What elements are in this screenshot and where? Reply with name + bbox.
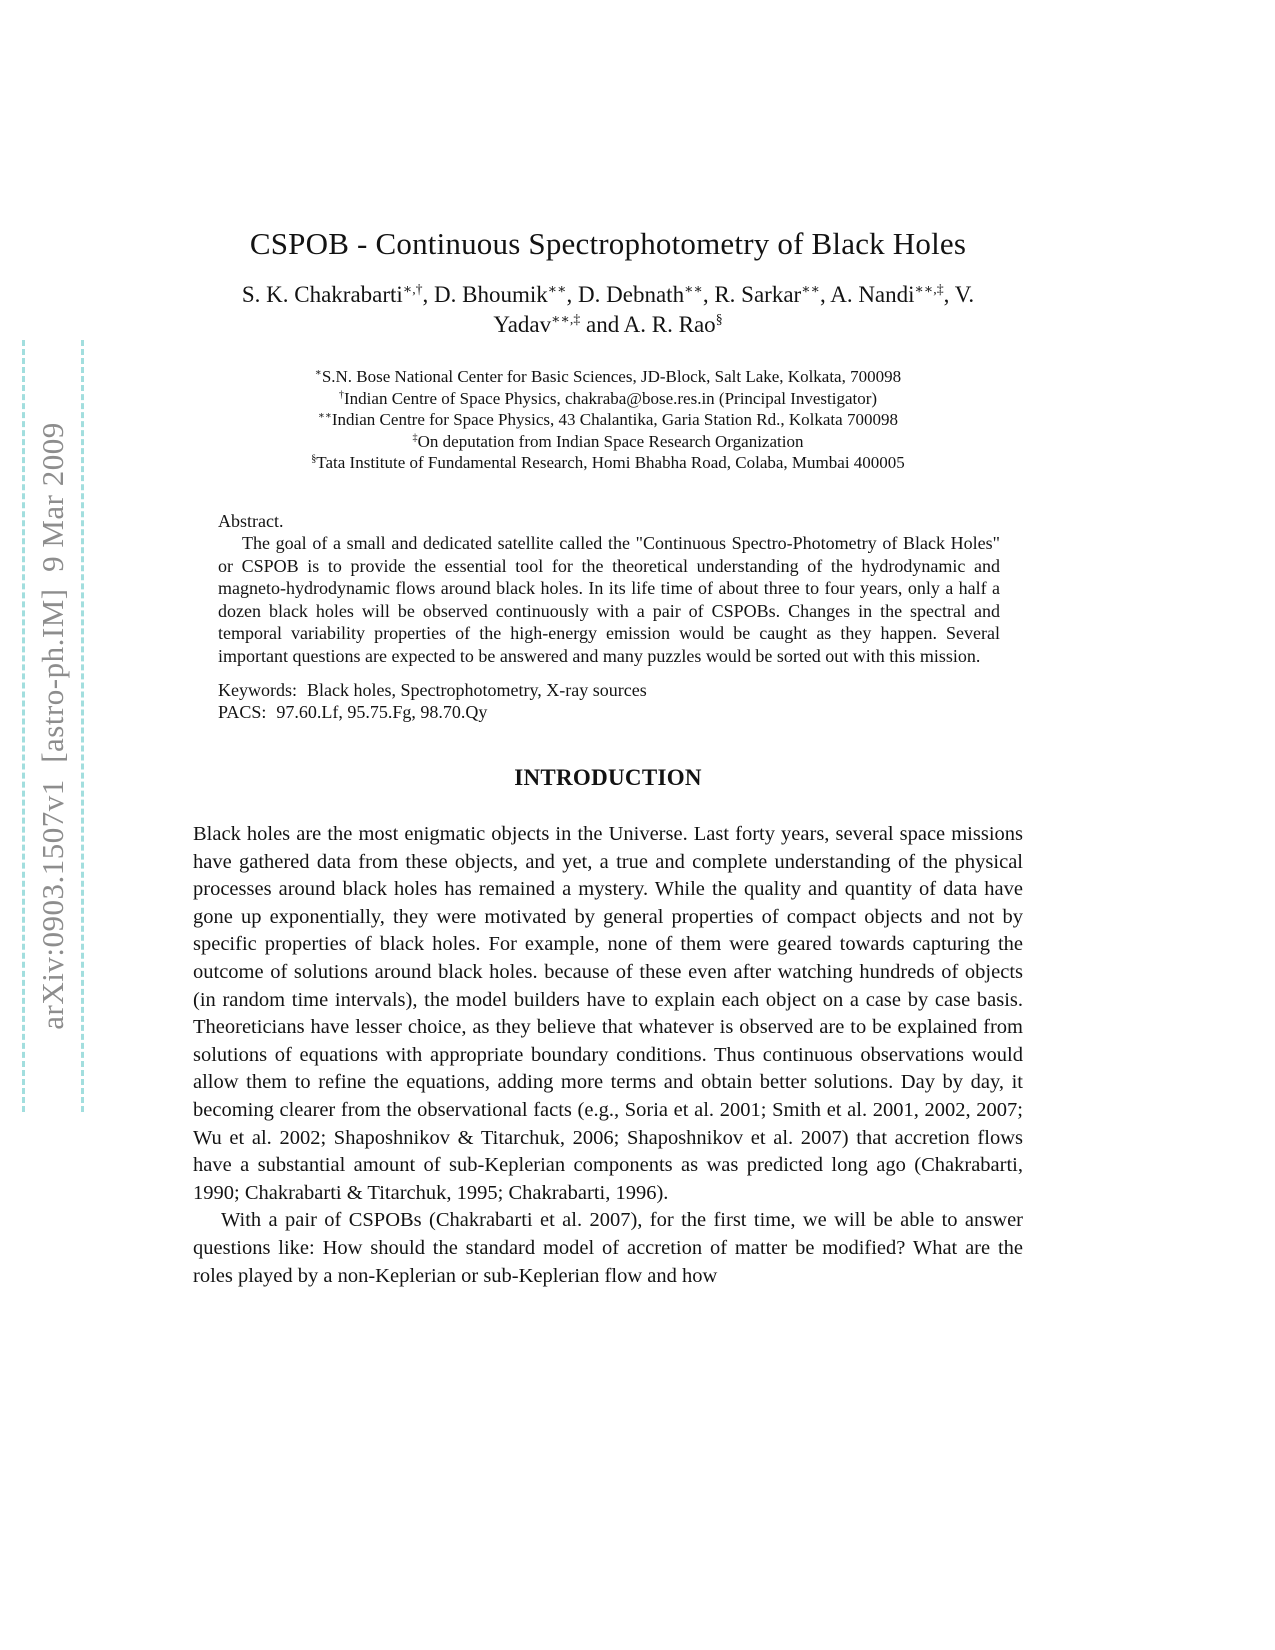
author-affiliation-marker: ∗∗,‡ [551,311,581,327]
author-list [228,280,988,340]
affiliation-line [193,431,1023,453]
watermark-dashed-line-right [81,340,84,1112]
author-name: , D. Bhoumik [422,282,548,307]
affiliation-line [193,366,1023,388]
abstract-label: Abstract. [218,510,284,531]
author-affiliation-marker: ∗∗ [547,281,567,297]
affiliation-marker: † [338,388,345,400]
keywords-line [218,680,1000,702]
author [820,282,944,307]
affiliation-line [193,452,1023,474]
author-affiliation-marker: ∗∗,‡ [914,281,944,297]
author-affiliation-marker: ∗∗ [801,281,820,297]
arxiv-watermark [22,340,84,1112]
author [242,282,423,307]
author-name: , R. Sarkar [702,282,802,307]
affiliation-text: S.N. Bose National Center for Basic Sciences, JD-Block, Salt Lake, Kolkata, 700098 [321,367,902,386]
affiliation-line [193,409,1023,431]
watermark-dashed-line-left [22,340,25,1112]
author [580,312,722,337]
paragraph: Black holes are the most enigmatic objects in the Universe. Last forty years, several space missions have gathered data from these objects, and yet, a true and complete understanding of the physical processes around black holes has remained a mystery. While the quality and quantity of data have gone up exponentially, they were motivated by general properties of compact objects and not by specific properties of black holes. For example, none of them were geared towards capturing the outcome of solutions around black holes. because of these even after watching hundreds of objects (in random time intervals), the model builders have to explain each object on a case by case basis. Theoreticians have lesser choice, as they believe that whatever is observed are to be explained from solutions of equations with appropriate boundary conditions. Thus continuous observations would allow them to refine the equations, adding more terms and obtain better solutions. Day by day, it becoming clearer from the observational facts (e.g., Soria et al. 2001; Smith et al. 2001, 2002, 2007; Wu et al. 2002; Shaposhnikov & Titarchuk, 2006; Shaposhnikov et al. 2007) that accretion flows have a substantial amount of sub-Keplerian components as was predicted long ago (Chakrabarti, 1990; Chakrabarti & Titarchuk, 1995; Chakrabarti, 1996). [193,823,1023,1204]
affiliation-line [193,388,1023,410]
author-name: , D. Debnath [566,282,685,307]
arxiv-identifier: arXiv:0903.1507v1 [astro-ph.IM] 9 Mar 2009 [35,422,70,1030]
affiliation-marker: ‡ [412,431,418,443]
author-name: S. K. Chakrabarti [241,282,403,307]
author-affiliation-marker: ∗,† [402,281,423,297]
paper-content [193,224,1023,1290]
affiliation-list [193,366,1023,474]
pacs-line [218,702,1000,724]
keywords-label: Keywords: [218,680,297,700]
author [703,282,820,307]
pacs-value: 97.60.Lf, 95.75.Fg, 98.70.Qy [276,701,488,722]
affiliation-text: Indian Centre of Space Physics, chakraba@bose.res.in (Principal Investigator) [344,388,878,408]
author-affiliation-marker: § [715,311,723,327]
keywords-value: Black holes, Spectrophotometry, X-ray sources [307,680,647,700]
pacs-label: PACS: [218,701,267,722]
affiliation-text: Indian Centre for Space Physics, 43 Chalantika, Garia Station Rd., Kolkata 700098 [331,410,898,429]
author-affiliation-marker: ∗∗ [684,281,703,297]
abstract-text: The goal of a small and dedicated satellite called the "Continuous Spectro-Photometry of Black Holes" or CSPOB is to provide the essential tool for the theoretical understanding of the hydrodynamic and magneto-hydrodynamic flows around black holes. In its life time of about three to four years, only a half a dozen black holes will be observed continuously with a pair of CSPOBs. Changes in the spectral and temporal variability properties of the high-energy emission would be caught as they happen. Several important questions are expected to be answered and many puzzles would be sorted out with this mission. [218,533,1000,666]
author-name: and A. R. Rao [580,312,716,337]
author-name: , V. Yadav [493,282,975,337]
author-name: , A. Nandi [819,282,915,307]
affiliation-text: Tata Institute of Fundamental Research, Homi Bhabha Road, Colaba, Mumbai 400005 [316,453,905,472]
affiliation-marker: ∗∗ [318,410,332,422]
affiliation-text: On deputation from Indian Space Research Organization [417,431,804,451]
affiliation-marker: § [311,453,317,465]
affiliation-marker: ∗ [314,367,322,379]
introduction-body [193,821,1023,1290]
abstract-section [218,510,1000,668]
author [423,282,567,307]
author [567,282,703,307]
section-heading-introduction: INTRODUCTION [514,765,702,790]
paragraph: With a pair of CSPOBs (Chakrabarti et al. 2007), for the first time, we will be able to answer questions like: How should the standard model of accretion of matter be modified? What are the roles played by a non-Keplerian or sub-Keplerian flow and how [193,1209,1023,1287]
paper-title: CSPOB - Continuous Spectrophotometry of Black Holes [249,226,967,261]
keywords-pacs-block [218,680,1000,723]
